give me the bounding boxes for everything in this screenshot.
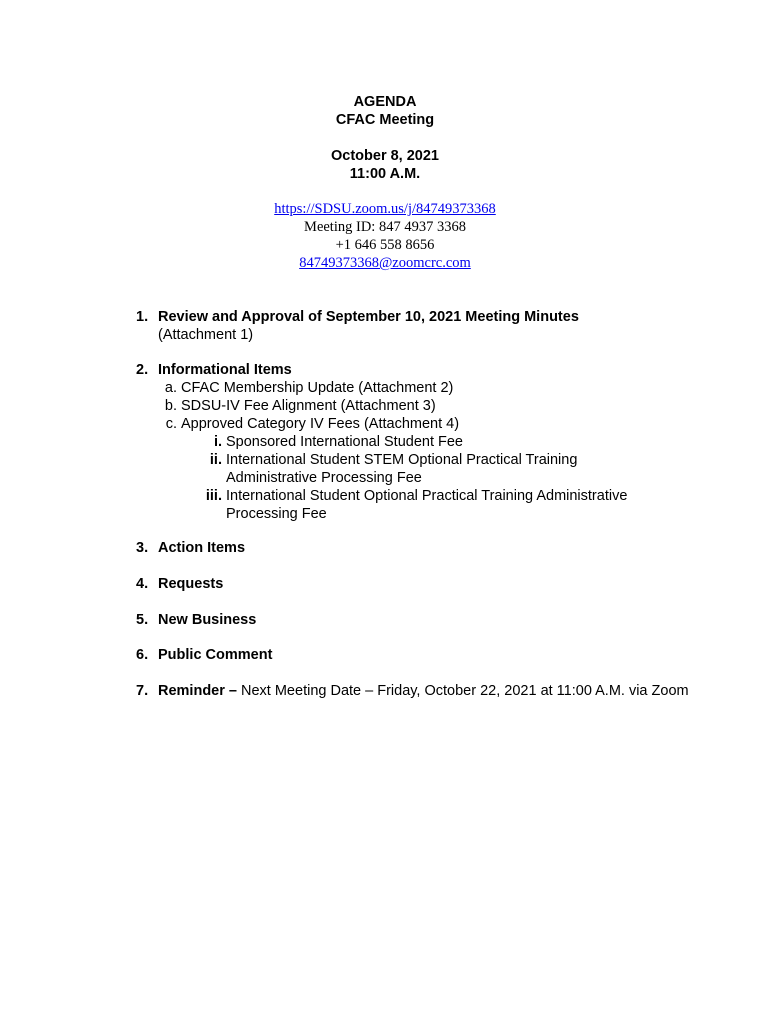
sub-item-letter: c. bbox=[165, 416, 177, 432]
roman-numeral: ii. bbox=[209, 452, 222, 468]
agenda-item-6 bbox=[136, 646, 696, 664]
item-text: Next Meeting Date – Friday, October 22, 2021 at 11:00 A.M. via Zoom bbox=[236, 683, 689, 699]
sub-item-a bbox=[164, 379, 696, 397]
meeting-name: CFAC Meeting bbox=[335, 112, 435, 128]
item-number: 6. bbox=[136, 647, 149, 663]
roman-numeral: iii. bbox=[205, 488, 222, 504]
item-title: Public Comment bbox=[158, 647, 273, 663]
agenda-item-1 bbox=[136, 308, 696, 344]
item-note: (Attachment 1) bbox=[158, 327, 254, 343]
sub-sub-item-iii bbox=[205, 487, 666, 523]
item-number: 5. bbox=[136, 612, 149, 628]
dial-in-email-link[interactable]: 84749373368@zoomcrc.com bbox=[299, 255, 471, 271]
sub-item-text: CFAC Membership Update (Attachment 2) bbox=[181, 380, 454, 396]
meeting-time: 11:00 A.M. bbox=[349, 166, 421, 182]
sub-sub-item-text: Sponsored International Student Fee bbox=[226, 434, 463, 450]
item-title: Requests bbox=[158, 576, 224, 592]
sub-item-letter: a. bbox=[164, 380, 177, 396]
agenda-item-4 bbox=[136, 575, 696, 593]
agenda-item-7 bbox=[136, 682, 696, 700]
roman-numeral: i. bbox=[213, 434, 222, 450]
agenda-title: AGENDA bbox=[353, 94, 417, 110]
agenda-header bbox=[0, 93, 770, 183]
item-number: 2. bbox=[136, 362, 149, 378]
item-number: 1. bbox=[136, 309, 149, 325]
item-number: 7. bbox=[136, 683, 149, 699]
item-title: Reminder – bbox=[158, 683, 237, 699]
sub-item-c bbox=[165, 415, 696, 433]
sub-item-text: Approved Category IV Fees (Attachment 4) bbox=[181, 416, 460, 432]
sub-sub-item-text: International Student STEM Optional Practical Training Administrative Processing Fee bbox=[226, 452, 578, 486]
sub-item-letter: b. bbox=[164, 398, 177, 414]
item-number: 3. bbox=[136, 540, 149, 556]
sub-sub-item-ii bbox=[209, 451, 616, 487]
sub-sub-item-i bbox=[213, 433, 696, 451]
sub-item-text: SDSU-IV Fee Alignment (Attachment 3) bbox=[181, 398, 436, 414]
meeting-contact-block bbox=[0, 200, 770, 272]
agenda-item-3 bbox=[136, 539, 696, 557]
item-title: Action Items bbox=[158, 540, 246, 556]
item-title: New Business bbox=[158, 612, 257, 628]
agenda-item-5 bbox=[136, 611, 696, 629]
item-title: Review and Approval of September 10, 2021 Meeting Minutes bbox=[158, 309, 579, 325]
agenda-item-2 bbox=[136, 361, 696, 523]
meeting-id: Meeting ID: 847 4937 3368 bbox=[304, 219, 466, 235]
item-number: 4. bbox=[136, 576, 149, 592]
sub-sub-item-text: International Student Optional Practical Training Administrative Processing Fee bbox=[226, 488, 628, 522]
zoom-link[interactable]: https://SDSU.zoom.us/j/84749373368 bbox=[274, 201, 496, 217]
dial-in-phone: +1 646 558 8656 bbox=[335, 237, 435, 253]
meeting-date: October 8, 2021 bbox=[331, 148, 439, 164]
item-title: Informational Items bbox=[158, 362, 292, 378]
sub-item-b bbox=[164, 397, 696, 415]
